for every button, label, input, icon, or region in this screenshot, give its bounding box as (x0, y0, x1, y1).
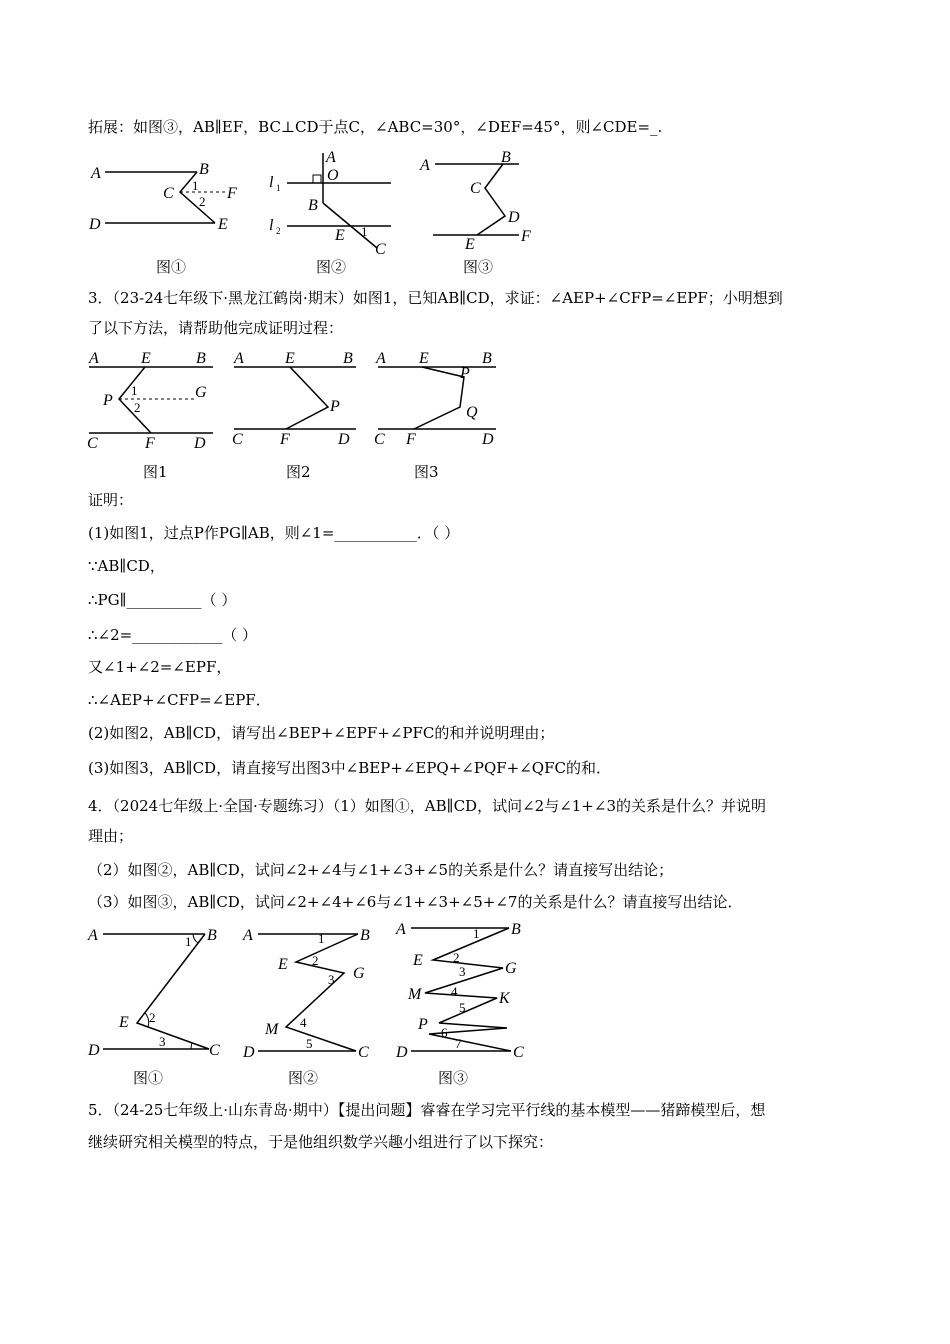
label-D: D (482, 431, 494, 448)
label-A: A (396, 921, 406, 938)
figure-top-1 (85, 150, 250, 240)
caption-bot-1: 图① (133, 1069, 164, 1087)
label-P: P (460, 365, 470, 382)
proof-title: 证明： (88, 491, 134, 509)
figure-top-2 (265, 148, 395, 256)
proof-step-1: (1)如图1，过点P作PG∥AB，则∠1=___________．（ ） (88, 524, 460, 542)
angle-2: 2 (149, 1010, 156, 1025)
label-C: C (374, 431, 385, 448)
label-l2: l (269, 217, 274, 234)
label-B: B (511, 921, 521, 938)
label-C: C (209, 1042, 220, 1059)
label-B: B (308, 197, 318, 214)
label-E: E (413, 952, 423, 969)
label-A: A (89, 350, 99, 367)
label-A: A (326, 149, 336, 166)
angle-4: 4 (451, 984, 458, 999)
label-A: A (420, 157, 430, 174)
label-B: B (207, 927, 217, 944)
figure-bot-1 (85, 920, 230, 1065)
figure-bot-2 (240, 920, 385, 1065)
label-D: D (89, 216, 101, 233)
figure-mid-3 (372, 345, 507, 450)
subscript-2: 2 (276, 226, 281, 236)
label-F: F (280, 431, 290, 448)
label-M: M (408, 986, 422, 1003)
q4-stem-2: 理由； (88, 827, 134, 845)
angle-2: 2 (453, 950, 460, 965)
angle-1: 1 (361, 224, 368, 239)
label-E: E (218, 216, 228, 233)
angle-3: 3 (159, 1034, 166, 1049)
label-E: E (335, 227, 345, 244)
label-P: P (418, 1016, 428, 1033)
angle-1: 1 (131, 383, 138, 398)
line-extension: 拓展：如图③，AB∥EF，BC⊥CD于点C，∠ABC=30°，∠DEF=45°，则∠CDE=_. (88, 118, 663, 136)
label-F: F (406, 431, 416, 448)
angle-2: 2 (312, 953, 319, 968)
q4-part-2: （2）如图②，AB∥CD，试问∠2+∠4与∠1+∠3+∠5的关系是什么？请直接写出结论； (88, 861, 674, 879)
angle-3: 3 (328, 972, 335, 987)
label-P: P (103, 392, 113, 409)
label-D: D (243, 1044, 255, 1061)
proof-step-2: ∵AB∥CD， (88, 557, 165, 575)
proof-step-4: ∴∠2=____________（ ） (88, 626, 257, 644)
label-B: B (482, 350, 492, 367)
caption-mid-3: 图3 (414, 463, 439, 481)
label-A: A (234, 350, 244, 367)
label-D: D (396, 1044, 408, 1061)
label-D: D (194, 435, 206, 450)
label-l1: l (269, 174, 274, 191)
q3-part-3: (3)如图3，AB∥CD，请直接写出图3中∠BEP+∠EPQ+∠PQF+∠QFC的和． (88, 759, 611, 777)
label-G: G (195, 384, 207, 401)
label-P: P (330, 398, 340, 415)
label-O: O (327, 167, 339, 184)
label-E: E (285, 350, 295, 367)
label-D: D (88, 1042, 100, 1059)
figure-mid-2 (228, 345, 363, 450)
label-E: E (119, 1014, 129, 1031)
angle-6: 6 (441, 1025, 448, 1040)
label-C: C (87, 435, 98, 450)
label-B: B (199, 161, 209, 178)
q4-part-3: （3）如图③，AB∥CD，试问∠2+∠4+∠6与∠1+∠3+∠5+∠7的关系是什么？请直接写出结论． (88, 893, 743, 911)
caption-top-3: 图③ (463, 258, 494, 276)
label-E: E (419, 350, 429, 367)
label-F: F (521, 228, 531, 245)
label-C: C (375, 241, 386, 256)
angle-2: 2 (134, 400, 141, 415)
q3-part-2: (2)如图2，AB∥CD，请写出∠BEP+∠EPF+∠PFC的和并说明理由； (88, 724, 555, 742)
angle-4: 4 (300, 1015, 307, 1030)
angle-3: 3 (459, 964, 466, 979)
label-E: E (465, 236, 475, 253)
label-F: F (145, 435, 155, 450)
figure-mid-1 (83, 345, 218, 450)
angle-1: 1 (473, 926, 480, 941)
label-E: E (278, 956, 288, 973)
label-A: A (88, 927, 98, 944)
angle-5: 5 (306, 1036, 313, 1051)
label-K: K (499, 990, 510, 1007)
angle-2: 2 (199, 194, 206, 209)
angle-5: 5 (459, 1000, 466, 1015)
label-B: B (501, 149, 511, 166)
label-E: E (141, 350, 151, 367)
angle-1: 1 (318, 931, 325, 946)
label-Q: Q (466, 404, 478, 421)
angle-1: 1 (192, 178, 199, 193)
label-G: G (353, 965, 365, 982)
caption-top-1: 图① (156, 258, 187, 276)
label-G: G (505, 960, 517, 977)
label-M: M (265, 1021, 279, 1038)
q5-stem-1: 5．（24-25七年级上·山东青岛·期中）【提出问题】睿睿在学习完平行线的基本模型——猪蹄模型后，想 (88, 1101, 766, 1119)
label-A: A (91, 165, 101, 182)
label-C: C (513, 1044, 524, 1061)
q4-stem-1: 4．（2024七年级上·全国·专题练习）（1）如图①，AB∥CD，试问∠2与∠1+∠3的关系是什么？并说明 (88, 797, 766, 815)
proof-step-6: ∴∠AEP+∠CFP=∠EPF． (88, 691, 271, 709)
label-D: D (508, 209, 520, 226)
label-C: C (358, 1044, 369, 1061)
label-A: A (376, 350, 386, 367)
label-B: B (196, 350, 206, 367)
angle-7: 7 (455, 1036, 462, 1051)
proof-step-5: 又∠1+∠2=∠EPF， (88, 658, 232, 676)
label-A: A (243, 927, 253, 944)
figure-bot-3 (393, 916, 538, 1066)
proof-step-3: ∴PG∥__________（ ） (88, 591, 237, 609)
figure-top-3 (415, 148, 540, 253)
label-C: C (163, 185, 174, 202)
label-C: C (232, 431, 243, 448)
label-B: B (360, 927, 370, 944)
caption-mid-2: 图2 (286, 463, 311, 481)
caption-bot-2: 图② (288, 1069, 319, 1087)
label-D: D (338, 431, 350, 448)
subscript-1: 1 (276, 183, 281, 193)
q3-stem-1: 3．（23-24七年级下·黑龙江鹤岗·期末）如图1，已知AB∥CD，求证：∠AEP+∠CFP=∠EPF；小明想到 (88, 289, 783, 307)
label-B: B (343, 350, 353, 367)
caption-bot-3: 图③ (438, 1069, 469, 1087)
q3-stem-2: 了以下方法，请帮助他完成证明过程： (88, 319, 344, 337)
caption-mid-1: 图1 (143, 463, 168, 481)
label-C: C (470, 180, 481, 197)
q5-stem-2: 继续研究相关模型的特点，于是他组织数学兴趣小组进行了以下探究： (88, 1133, 554, 1151)
angle-1: 1 (185, 934, 192, 949)
caption-top-2: 图② (316, 258, 347, 276)
label-F: F (227, 185, 237, 202)
